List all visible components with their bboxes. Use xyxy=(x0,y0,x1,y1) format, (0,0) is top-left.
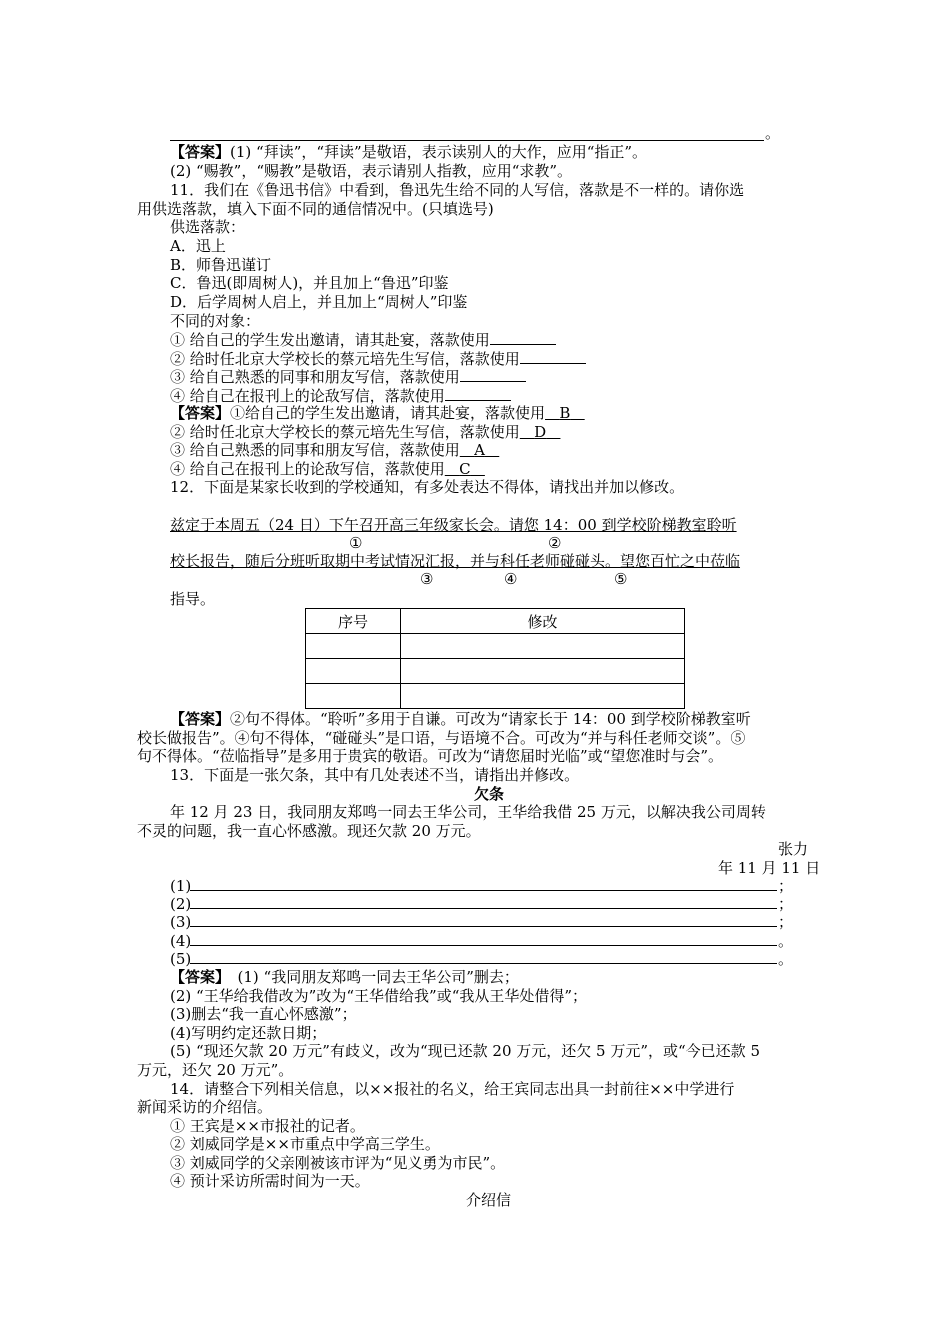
answer-text: ①给自己的学生发出邀请，请其赴宴，落款使用 xyxy=(230,404,546,422)
q11-answer-2 xyxy=(170,423,560,442)
q11-option-a: A．迅上 xyxy=(170,237,226,255)
q14-stem-1: 14．请整合下列相关信息，以××报社的名义，给王宾同志出具一封前往××中学进行 xyxy=(170,1080,735,1098)
q12-notice-line-1: 兹定于本周五（24 日）下午召开高三年级家长会。请您 14：00 到学校阶梯教室聆听 xyxy=(170,516,737,534)
answer-tag: 【答案】 xyxy=(170,710,231,728)
blank-end-2: ； xyxy=(778,895,794,913)
iou-body-1: 年 12 月 23 日，我同朋友郑鸣一同去王华公司，王华给我借 25 万元，以解决我公司周转 xyxy=(170,803,766,821)
q11-target-1 xyxy=(170,330,556,350)
answer-text: ②句不得体。“聆听”多用于自谦。可改为“请家长于 14：00 到学校阶梯教室听 xyxy=(230,710,751,728)
q13-answer-4: (4)写明约定还款日期； xyxy=(170,1024,327,1042)
target-text: ④ 给自己在报刊上的论敌写信，落款使用 xyxy=(170,387,445,405)
q14-stem-2: 新闻采访的介绍信。 xyxy=(137,1098,273,1116)
answer-blank xyxy=(445,386,511,401)
table-cell xyxy=(306,684,401,709)
revision-table xyxy=(305,608,685,709)
answer-blank xyxy=(520,349,586,364)
target-text: ② 给时任北京大学校长的蔡元培先生写信，落款使用 xyxy=(170,350,520,368)
q13-stem: 13．下面是一张欠条，其中有几处表述不当，请指出并修改。 xyxy=(170,766,580,784)
q14-item-4: ④ 预计采访所需时间为一天。 xyxy=(170,1172,370,1190)
answer-value: D xyxy=(534,423,547,441)
table-row xyxy=(306,634,685,659)
answer-text: (1) “我同朋友郑鸣一同去王华公司”删去； xyxy=(222,968,519,986)
q12-answer-3: 句不得体。“莅临指导”是多用于贵宾的敬语。可改为“请您届时光临”或“望您准时与会”。 xyxy=(137,747,724,765)
answer-text: ③ 给自己熟悉的同事和朋友写信，落款使用 xyxy=(170,441,460,459)
answer-text: ② 给时任北京大学校长的蔡元培先生写信，落款使用 xyxy=(170,423,520,441)
table-cell xyxy=(401,659,685,684)
q13-answer-5: (5) “现还欠款 20 万元”有歧义，改为“现已还款 20 万元，还欠 5 万元”，或“今已还款 5 xyxy=(170,1042,760,1060)
blank-end-1: ； xyxy=(778,877,794,895)
marker-3: ③ xyxy=(420,570,434,588)
q11-target-3 xyxy=(170,367,526,387)
q11-answer-1 xyxy=(170,404,585,423)
q11-option-d: D．后学周树人启上，并且加上“周树人”印鉴 xyxy=(170,293,468,311)
q13-answer-1 xyxy=(170,968,519,987)
q11-targets-title: 不同的对象： xyxy=(170,312,261,330)
iou-signature: 张力 xyxy=(778,840,809,858)
table-cell xyxy=(306,659,401,684)
answer-end-mark: 。 xyxy=(765,124,781,142)
header-revision: 修改 xyxy=(401,609,685,634)
marker-2: ② xyxy=(548,534,562,552)
iou-date: 年 11 月 11 日 xyxy=(718,859,821,877)
table-cell xyxy=(401,684,685,709)
q12-stem: 12．下面是某家长收到的学校通知，有多处表达不得体，请找出并加以修改。 xyxy=(170,478,685,496)
answer-line-3 xyxy=(190,912,777,927)
blank-end-3: ； xyxy=(778,913,794,931)
q14-item-3: ③ 刘威同学的父亲刚被该市评为“见义勇为市民”。 xyxy=(170,1154,506,1172)
top-answer-line-2: (2) “赐教”，“赐教”是敬语，表示请别人指教，应用“求教”。 xyxy=(170,162,573,180)
q12-notice-line-3: 指导。 xyxy=(170,590,216,608)
answer-tag: 【答案】 xyxy=(170,143,231,161)
q11-stem-1: 11．我们在《鲁迅书信》中看到，鲁迅先生给不同的人写信，落款是不一样的。请你选 xyxy=(170,181,745,199)
q13-answer-3: (3)删去“我一直心怀感激”； xyxy=(170,1005,357,1023)
q12-notice-line-2: 校长报告，随后分班听取期中考试情况汇报，并与科任老师碰碰头。望您百忙之中莅临 xyxy=(170,552,741,570)
answer-text: (1) “拜读”，“拜读”是敬语，表示读别人的大作，应用“指正”。 xyxy=(230,143,648,161)
header-seq: 序号 xyxy=(306,609,401,634)
q12-answer-2: 校长做报告”。④句不得体，“碰碰头”是口语，与语境不合。可改为“并与科任老师交谈”。⑤ xyxy=(137,729,746,747)
iou-title: 欠条 xyxy=(474,785,505,803)
blank-label-4: (4) xyxy=(170,932,192,950)
blank-label-2: (2) xyxy=(170,895,192,913)
answer-blank xyxy=(490,330,556,345)
table-cell xyxy=(306,634,401,659)
blank-label-5: (5) xyxy=(170,950,192,968)
answer-line-2 xyxy=(190,894,777,909)
answer-tag: 【答案】 xyxy=(170,404,231,422)
blank-end-4: 。 xyxy=(778,932,794,950)
q11-target-2 xyxy=(170,349,586,369)
q11-stem-2: 用供选落款，填入下面不同的通信情况中。(只填选号) xyxy=(137,200,494,218)
top-answer-line-1 xyxy=(170,143,647,162)
q11-option-c: C．鲁迅(即周树人)，并且加上“鲁迅”印鉴 xyxy=(170,274,449,292)
q13-answer-2: (2) “王华给我借改为”改为“王华借给我”或“我从王华处借得”； xyxy=(170,987,588,1005)
answer-value: A xyxy=(474,441,485,459)
q11-options-title: 供选落款： xyxy=(170,218,246,236)
blank-label-1: (1) xyxy=(170,877,192,895)
q14-item-2: ② 刘威同学是××市重点中学高三学生。 xyxy=(170,1135,440,1153)
answer-blank-line xyxy=(170,126,764,141)
target-text: ① 给自己的学生发出邀请，请其赴宴，落款使用 xyxy=(170,331,490,349)
q11-answer-4 xyxy=(170,460,485,479)
answer-value: B xyxy=(559,404,571,422)
table-header-row xyxy=(306,609,685,634)
table-row xyxy=(306,659,685,684)
answer-text: ④ 给自己在报刊上的论敌写信，落款使用 xyxy=(170,460,445,478)
iou-body-2: 不灵的问题，我一直心怀感激。现还欠款 20 万元。 xyxy=(137,822,481,840)
answer-value: C xyxy=(459,460,471,478)
marker-1: ① xyxy=(349,534,363,552)
target-text: ③ 给自己熟悉的同事和朋友写信，落款使用 xyxy=(170,368,460,386)
answer-line-4 xyxy=(190,931,777,946)
answer-tag: 【答案】 xyxy=(170,968,223,986)
q11-target-4 xyxy=(170,386,511,406)
blank-end-5: 。 xyxy=(778,950,794,968)
marker-5: ⑤ xyxy=(614,570,628,588)
q14-item-1: ① 王宾是××市报社的记者。 xyxy=(170,1117,365,1135)
table-row xyxy=(306,684,685,709)
letter-title: 介绍信 xyxy=(466,1191,512,1209)
q11-option-b: B．师鲁迅谨订 xyxy=(170,256,272,274)
table-cell xyxy=(401,634,685,659)
answer-blank xyxy=(460,367,526,382)
q13-answer-6: 万元，还欠 20 万元”。 xyxy=(137,1061,294,1079)
q12-answer-1 xyxy=(170,710,751,729)
answer-line-1 xyxy=(190,876,777,891)
q11-answer-3 xyxy=(170,441,499,460)
blank-label-3: (3) xyxy=(170,913,192,931)
answer-line-5 xyxy=(190,949,777,964)
marker-4: ④ xyxy=(504,570,518,588)
